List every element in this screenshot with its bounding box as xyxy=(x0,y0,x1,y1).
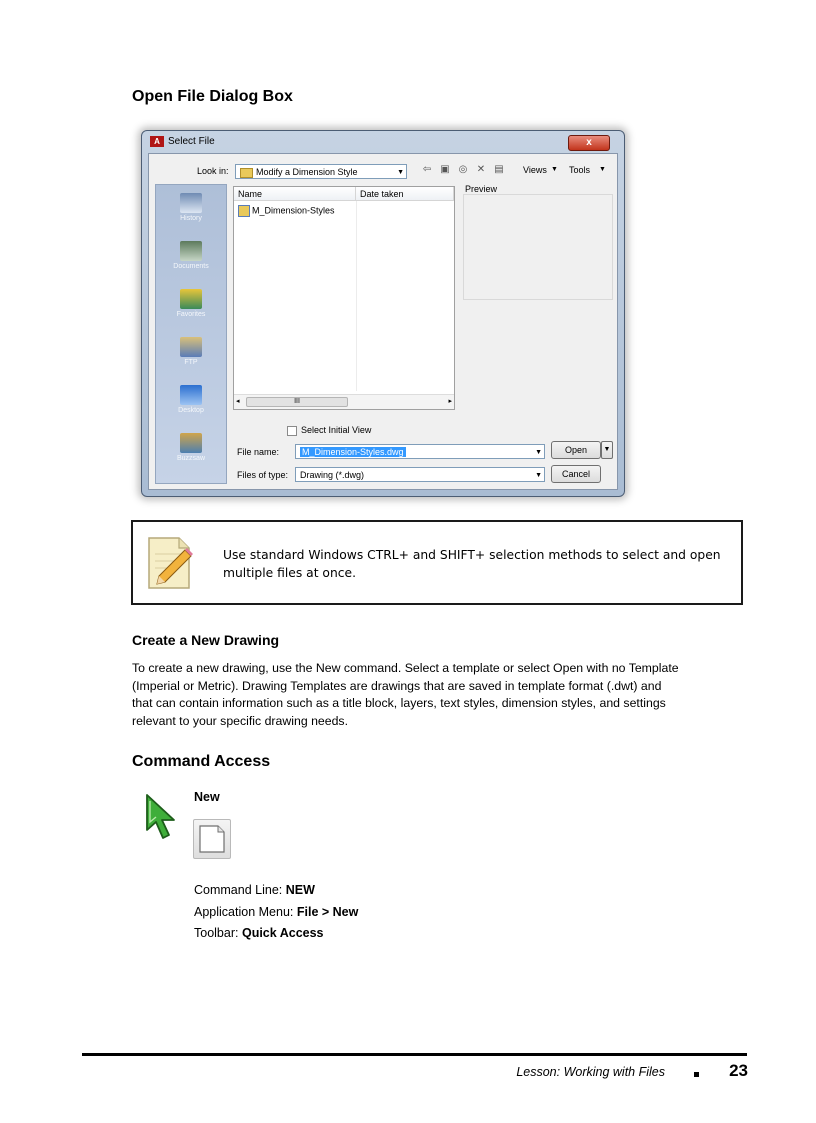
select-file-dialog-screenshot xyxy=(141,130,625,497)
scrollbar-thumb[interactable]: III xyxy=(246,397,348,407)
desktop-icon xyxy=(180,385,202,405)
preview-pane xyxy=(463,194,613,300)
tools-menu[interactable]: Tools xyxy=(569,165,591,175)
tip-box xyxy=(131,520,743,605)
open-button[interactable]: Open xyxy=(551,441,601,459)
section-heading-command-access: Command Access xyxy=(132,753,271,770)
horizontal-scrollbar[interactable] xyxy=(234,394,454,409)
column-divider xyxy=(356,201,357,391)
place-documents[interactable]: Documents xyxy=(156,241,226,270)
views-menu[interactable]: Views xyxy=(523,165,547,175)
footer-rule xyxy=(82,1053,747,1056)
favorites-icon xyxy=(180,289,202,309)
places-bar xyxy=(155,184,227,484)
application-menu-entry: Application Menu: File > New xyxy=(194,904,359,919)
new-folder-icon[interactable]: ▤ xyxy=(494,164,504,175)
dialog-close-button[interactable]: x xyxy=(568,135,610,151)
dialog-client-area xyxy=(148,153,618,490)
scroll-left-icon[interactable]: ◂ xyxy=(236,398,240,405)
footer-bullet xyxy=(694,1072,699,1077)
new-drawing-paragraph: To create a new drawing, use the New command. Select a template or select Open with no Template (Imperial or Metric). Drawing Templates are drawings that are saved in template format (.dwt) and that can contain information such as a title block, layers, text styles, dimension styles, and settings relevant to your specific drawing needs. xyxy=(132,661,679,728)
checkbox-box[interactable] xyxy=(287,426,297,436)
look-in-value: Modify a Dimension Style xyxy=(256,167,358,177)
note-pencil-icon xyxy=(145,534,195,592)
chevron-down-icon: ▼ xyxy=(397,169,404,176)
section-heading-new-drawing: Create a New Drawing xyxy=(132,632,280,648)
command-name: New xyxy=(194,790,220,804)
dwg-file-icon xyxy=(238,205,250,217)
column-header-name[interactable]: Name xyxy=(234,187,356,201)
buzzsaw-icon xyxy=(180,433,202,453)
dialog-title: Select File xyxy=(168,136,215,147)
tip-text: Use standard Windows CTRL+ and SHIFT+ selection methods to select and open multiple files at once. xyxy=(223,548,721,580)
file-name-input[interactable] xyxy=(295,444,545,459)
preview-label: Preview xyxy=(465,184,498,194)
cursor-arrow-icon xyxy=(144,792,176,842)
new-document-icon xyxy=(194,820,230,858)
toolbar-entry: Toolbar: Quick Access xyxy=(194,926,324,940)
new-command-button[interactable] xyxy=(193,819,231,859)
command-access-list xyxy=(194,880,358,945)
dialog-title-bar xyxy=(150,135,620,151)
column-header-date[interactable]: Date taken xyxy=(356,187,454,201)
page-number: 23 xyxy=(729,1061,748,1080)
look-in-label: Look in: xyxy=(197,166,229,176)
files-of-type-label: Files of type: xyxy=(237,470,289,480)
delete-icon[interactable]: ✕ xyxy=(476,164,486,175)
place-ftp[interactable]: FTP xyxy=(156,337,226,366)
documents-icon xyxy=(180,241,202,261)
place-favorites[interactable]: Favorites xyxy=(156,289,226,318)
place-history[interactable]: History xyxy=(156,193,226,222)
folder-icon xyxy=(240,168,253,178)
select-initial-view-checkbox[interactable]: Select Initial View xyxy=(287,425,371,436)
chevron-down-icon[interactable]: ▼ xyxy=(535,449,542,456)
section-heading-open-dialog: Open File Dialog Box xyxy=(132,88,293,105)
cancel-button[interactable]: Cancel xyxy=(551,465,601,483)
file-list[interactable] xyxy=(233,186,455,410)
command-line-entry: Command Line: NEW xyxy=(194,883,315,897)
place-desktop[interactable]: Desktop xyxy=(156,385,226,414)
ftp-icon xyxy=(180,337,202,357)
scroll-right-icon[interactable]: ▸ xyxy=(448,398,452,405)
place-buzzsaw[interactable]: Buzzsaw xyxy=(156,433,226,462)
autocad-app-icon: A xyxy=(150,136,164,147)
list-item[interactable]: M_Dimension-Styles xyxy=(238,205,335,217)
file-name-value: M_Dimension-Styles.dwg xyxy=(302,447,404,457)
search-web-icon[interactable]: ◎ xyxy=(458,164,468,175)
chevron-down-icon[interactable]: ▼ xyxy=(535,472,542,479)
history-icon xyxy=(180,193,202,213)
up-folder-icon[interactable]: ▣ xyxy=(440,164,450,175)
files-of-type-dropdown[interactable] xyxy=(295,467,545,482)
back-icon[interactable]: ⇦ xyxy=(422,164,432,175)
views-chevron-icon[interactable]: ▼ xyxy=(551,166,558,173)
look-in-dropdown[interactable] xyxy=(235,164,407,179)
files-of-type-value: Drawing (*.dwg) xyxy=(300,470,365,480)
file-name-label: File name: xyxy=(237,447,280,457)
tools-chevron-icon[interactable]: ▼ xyxy=(599,166,606,173)
open-options-button[interactable]: ▼ xyxy=(601,441,613,459)
footer-lesson-title: Lesson: Working with Files xyxy=(516,1065,665,1079)
